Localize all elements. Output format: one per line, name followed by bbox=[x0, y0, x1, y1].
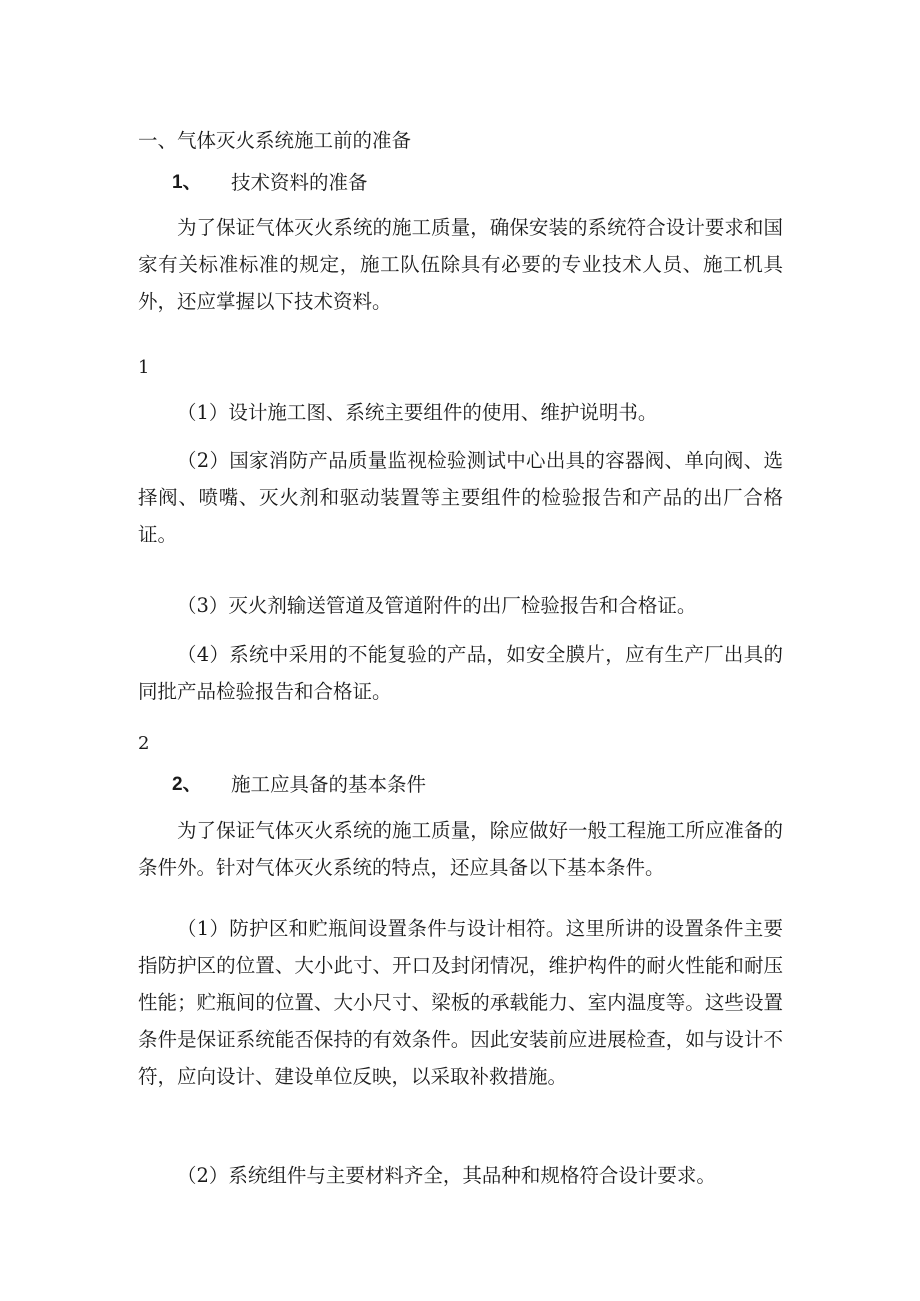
paragraph-intro-2: 为了保证气体灭火系统的施工质量，除应做好一般工程施工所应准备的条件外。针对气体灭火系统的特点，还应具备以下基本条件。 bbox=[138, 819, 783, 879]
list-item-2-2: （2）系统组件与主要材料齐全，其品种和规格符合设计要求。 bbox=[177, 1164, 716, 1187]
list-item-1-1: （1）设计施工图、系统主要组件的使用、维护说明书。 bbox=[177, 401, 658, 424]
page-marker-2: 2 bbox=[138, 733, 150, 754]
paragraph-intro-1: 为了保证气体灭火系统的施工质量，确保安装的系统符合设计要求和国家有关标准标准的规定，施工队伍除具有必要的专业技术人员、施工机具外，还应掌握以下技术资料。 bbox=[138, 216, 783, 313]
subsection-1-title: 技术资料的准备 bbox=[231, 171, 368, 194]
list-item-2-1: （1）防护区和贮瓶间设置条件与设计相符。这里所讲的设置条件主要指防护区的位置、大小此寸、开口及封闭情况，维护构件的耐火性能和耐压性能；贮瓶间的位置、大小尺寸、梁板的承载能力、室内温度等。这些设置条件是保证系统能否保持的有效条件。因此安装前应进展检查，如与设计不符，应向设计、建设单位反映，以采取补救措施。 bbox=[138, 917, 783, 1088]
section-title: 一、气体灭火系统施工前的准备 bbox=[138, 129, 412, 152]
list-item-1-4: （4）系统中采用的不能复验的产品，如安全膜片，应有生产厂出具的同批产品检验报告和合格证。 bbox=[138, 643, 783, 703]
subsection-2-title: 施工应具备的基本条件 bbox=[231, 773, 427, 796]
list-item-1-3: （3）灭火剂输送管道及管道附件的出厂检验报告和合格证。 bbox=[177, 594, 697, 617]
page-marker-1: 1 bbox=[138, 357, 150, 378]
subsection-1-number: 1、 bbox=[172, 172, 202, 193]
list-item-1-2: （2）国家消防产品质量监视检验测试中心出具的容器阀、单向阀、选择阀、喷嘴、灭火剂和驱动装置等主要组件的检验报告和产品的出厂合格证。 bbox=[138, 449, 783, 546]
subsection-2-number: 2、 bbox=[172, 774, 202, 795]
